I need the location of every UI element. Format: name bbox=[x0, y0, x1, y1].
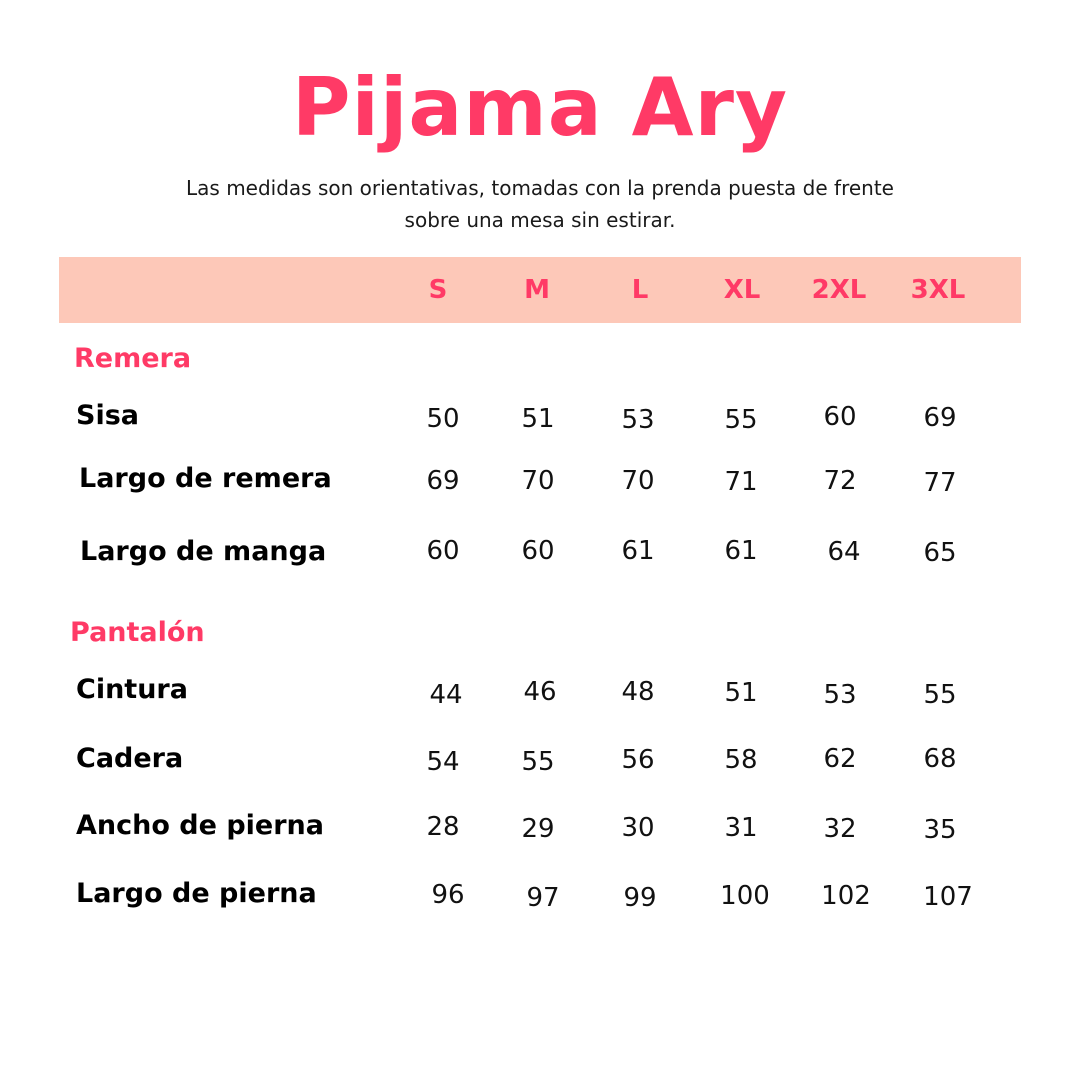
table-cell: 55 bbox=[724, 405, 758, 435]
table-cell: 65 bbox=[923, 538, 957, 568]
table-cell: 77 bbox=[923, 468, 957, 498]
row-label-largo-de-remera: Largo de remera bbox=[79, 463, 332, 494]
size-header-3xl: 3XL bbox=[910, 275, 966, 305]
table-cell: 72 bbox=[823, 466, 857, 496]
table-cell: 69 bbox=[923, 403, 957, 433]
table-cell: 51 bbox=[724, 678, 758, 708]
table-cell: 30 bbox=[621, 813, 655, 843]
row-label-largo-de-pierna: Largo de pierna bbox=[76, 878, 317, 909]
subtitle-line-2: sobre una mesa sin estirar. bbox=[404, 208, 676, 232]
table-cell: 71 bbox=[724, 467, 758, 497]
table-cell: 46 bbox=[523, 677, 557, 707]
table-cell: 56 bbox=[621, 745, 655, 775]
size-header-m: M bbox=[524, 275, 550, 305]
page-subtitle bbox=[140, 172, 940, 236]
table-cell: 100 bbox=[720, 881, 770, 911]
row-label-sisa: Sisa bbox=[76, 400, 139, 431]
table-cell: 69 bbox=[426, 466, 460, 496]
table-cell: 48 bbox=[621, 677, 655, 707]
table-cell: 32 bbox=[823, 814, 857, 844]
table-cell: 53 bbox=[823, 680, 857, 710]
table-cell: 35 bbox=[923, 815, 957, 845]
section-title-remera: Remera bbox=[74, 343, 192, 374]
size-header-xl: XL bbox=[723, 275, 761, 305]
table-cell: 62 bbox=[823, 744, 857, 774]
row-label-largo-de-manga: Largo de manga bbox=[80, 536, 327, 567]
size-header-s: S bbox=[428, 275, 448, 305]
table-cell: 68 bbox=[923, 744, 957, 774]
table-cell: 70 bbox=[621, 466, 655, 496]
subtitle-line-1: Las medidas son orientativas, tomadas con la prenda puesta de frente bbox=[186, 176, 894, 200]
table-cell: 50 bbox=[426, 404, 460, 434]
table-cell: 53 bbox=[621, 405, 655, 435]
table-cell: 60 bbox=[521, 536, 555, 566]
table-cell: 107 bbox=[923, 882, 973, 912]
row-label-ancho-de-pierna: Ancho de pierna bbox=[76, 810, 324, 841]
table-cell: 70 bbox=[521, 466, 555, 496]
table-cell: 55 bbox=[923, 680, 957, 710]
size-header-l: L bbox=[631, 275, 649, 305]
table-cell: 60 bbox=[426, 536, 460, 566]
table-cell: 51 bbox=[521, 404, 555, 434]
table-cell: 54 bbox=[426, 747, 460, 777]
table-cell: 64 bbox=[827, 537, 861, 567]
table-cell: 29 bbox=[521, 814, 555, 844]
table-cell: 97 bbox=[526, 883, 560, 913]
table-cell: 60 bbox=[823, 402, 857, 432]
page-title: Pijama Ary bbox=[291, 61, 789, 154]
table-cell: 28 bbox=[426, 812, 460, 842]
row-label-cadera: Cadera bbox=[76, 743, 184, 774]
section-title-pantalon: Pantalón bbox=[70, 617, 205, 648]
table-cell: 61 bbox=[621, 536, 655, 566]
size-header-2xl: 2XL bbox=[811, 275, 867, 305]
table-cell: 102 bbox=[821, 881, 871, 911]
table-cell: 58 bbox=[724, 745, 758, 775]
table-cell: 99 bbox=[623, 883, 657, 913]
table-cell: 61 bbox=[724, 536, 758, 566]
table-cell: 96 bbox=[431, 880, 465, 910]
table-cell: 31 bbox=[724, 813, 758, 843]
table-cell: 55 bbox=[521, 747, 555, 777]
row-label-cintura: Cintura bbox=[76, 674, 188, 705]
table-cell: 44 bbox=[429, 680, 463, 710]
